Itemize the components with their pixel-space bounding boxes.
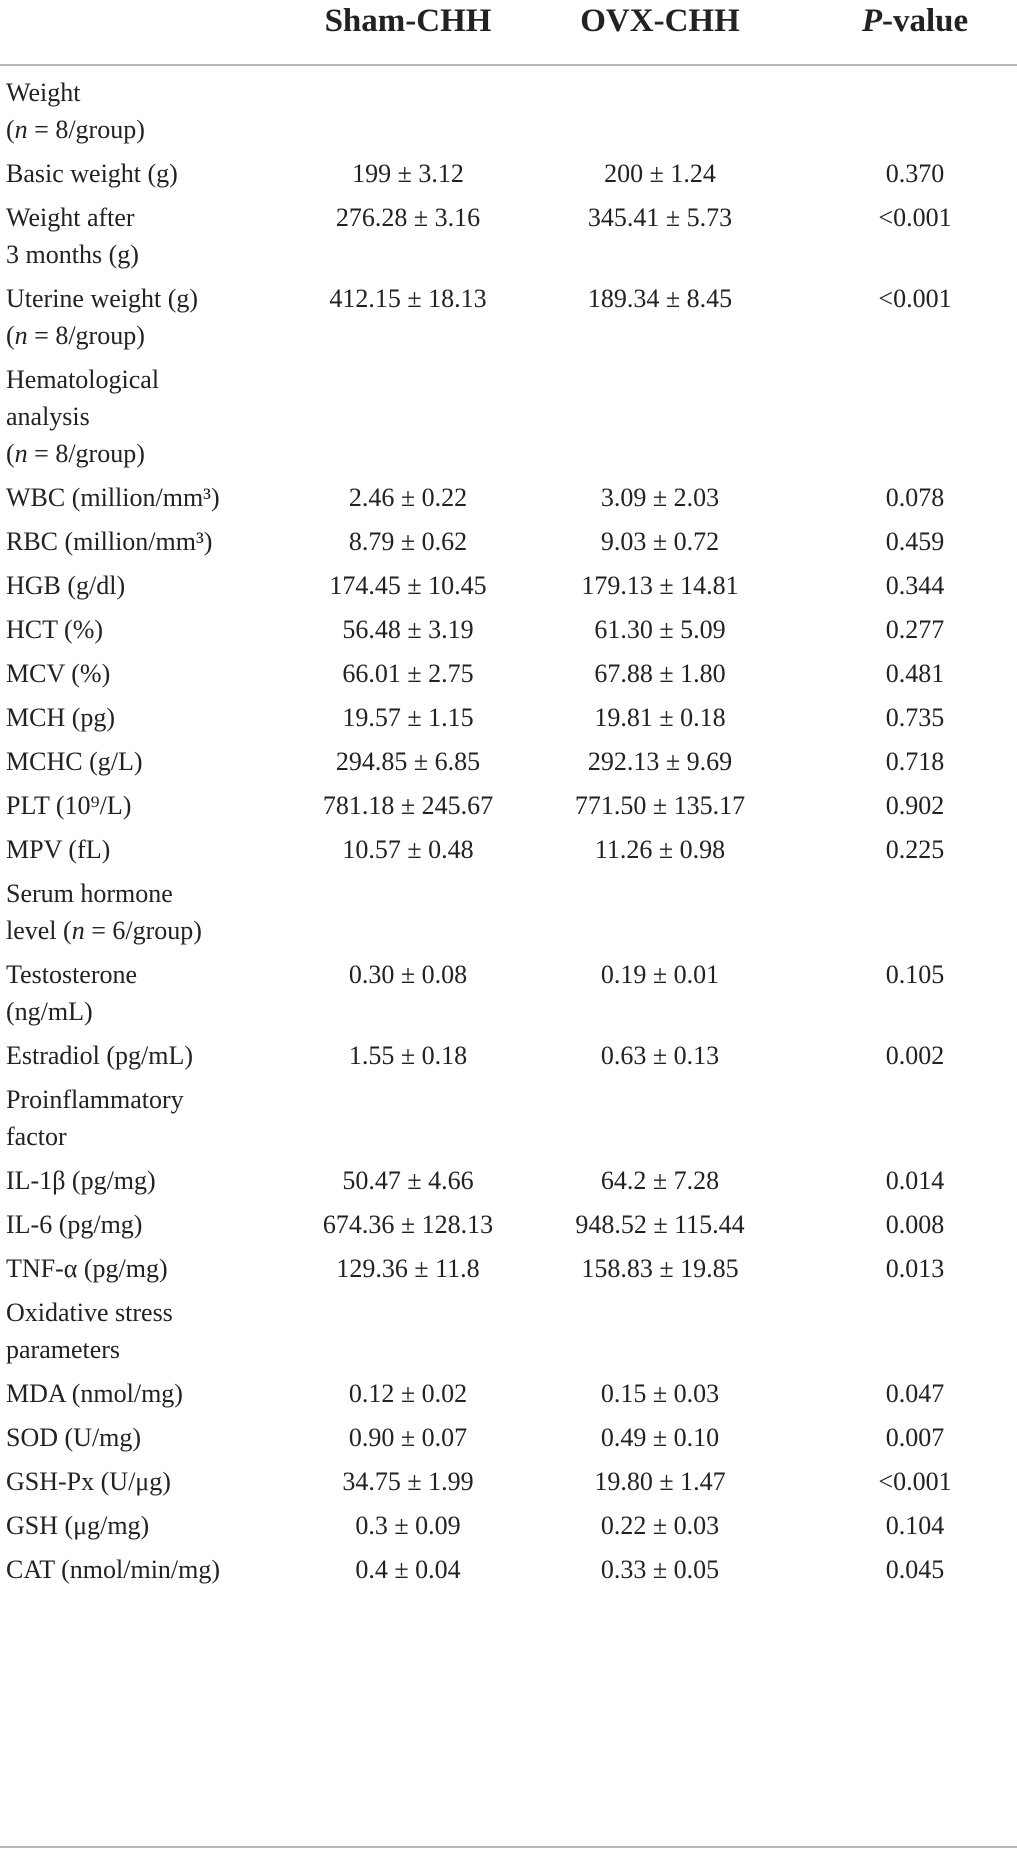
p-value: 0.008 bbox=[885, 1210, 945, 1239]
ovx-chh-value: 179.13 ± 14.81 bbox=[581, 571, 739, 600]
sham-chh-value: 66.01 ± 2.75 bbox=[342, 659, 474, 688]
sham-chh-value: 129.36 ± 11.8 bbox=[336, 1254, 480, 1283]
table-row bbox=[0, 1037, 1017, 1074]
ovx-chh-value: 0.15 ± 0.03 bbox=[600, 1379, 720, 1408]
table-row bbox=[0, 655, 1017, 692]
ovx-chh-value: 0.33 ± 0.05 bbox=[600, 1555, 720, 1584]
row-label: MCH (pg) bbox=[6, 703, 116, 732]
header-sham-chh: Sham-CHH bbox=[324, 3, 492, 39]
ovx-chh-value: 0.22 ± 0.03 bbox=[600, 1511, 720, 1540]
table-row bbox=[0, 1507, 1017, 1544]
p-value: 0.225 bbox=[885, 835, 945, 864]
table-row bbox=[0, 1375, 1017, 1412]
ovx-chh-value: 19.81 ± 0.18 bbox=[594, 703, 726, 732]
sham-chh-value: 0.12 ± 0.02 bbox=[348, 1379, 468, 1408]
ovx-chh-value: 9.03 ± 0.72 bbox=[600, 527, 720, 556]
p-value: 0.045 bbox=[885, 1555, 945, 1584]
table-row bbox=[0, 1551, 1017, 1588]
sham-chh-value: 0.4 ± 0.04 bbox=[355, 1555, 461, 1584]
table-row bbox=[0, 523, 1017, 560]
row-label: HGB (g/dl) bbox=[6, 571, 126, 600]
section-row bbox=[0, 361, 1017, 472]
sham-chh-value: 276.28 ± 3.16 bbox=[335, 203, 481, 232]
ovx-chh-value: 0.49 ± 0.10 bbox=[600, 1423, 720, 1452]
header-ovx-chh: OVX-CHH bbox=[580, 3, 740, 39]
sham-chh-value: 19.57 ± 1.15 bbox=[342, 703, 474, 732]
section-label: Hematological analysis (n = 8/group) bbox=[6, 365, 160, 468]
sham-chh-value: 1.55 ± 0.18 bbox=[348, 1041, 468, 1070]
table-row bbox=[0, 831, 1017, 868]
p-value: 0.718 bbox=[885, 747, 945, 776]
table-row bbox=[0, 787, 1017, 824]
header-p-value: P-value bbox=[861, 3, 969, 39]
table-row bbox=[0, 1206, 1017, 1243]
sham-chh-value: 56.48 ± 3.19 bbox=[342, 615, 474, 644]
p-value: 0.078 bbox=[885, 483, 945, 512]
sham-chh-value: 8.79 ± 0.62 bbox=[348, 527, 468, 556]
sham-chh-value: 0.30 ± 0.08 bbox=[348, 960, 468, 989]
ovx-chh-value: 292.13 ± 9.69 bbox=[587, 747, 733, 776]
row-label: Estradiol (pg/mL) bbox=[6, 1041, 194, 1070]
sham-chh-value: 34.75 ± 1.99 bbox=[342, 1467, 474, 1496]
p-value: <0.001 bbox=[878, 1467, 952, 1496]
table-row bbox=[0, 956, 1017, 1030]
row-label: CAT (nmol/min/mg) bbox=[6, 1555, 221, 1584]
p-value: 0.481 bbox=[885, 659, 945, 688]
row-label: Uterine weight (g) (n = 8/group) bbox=[6, 284, 199, 350]
p-value: 0.007 bbox=[885, 1423, 945, 1452]
section-row bbox=[0, 74, 1017, 148]
sham-chh-value: 0.90 ± 0.07 bbox=[348, 1423, 468, 1452]
table-bottom-rule bbox=[0, 1846, 1017, 1848]
row-label: Basic weight (g) bbox=[6, 159, 178, 188]
ovx-chh-value: 0.19 ± 0.01 bbox=[600, 960, 720, 989]
sham-chh-value: 10.57 ± 0.48 bbox=[342, 835, 474, 864]
sham-chh-value: 674.36 ± 128.13 bbox=[322, 1210, 494, 1239]
section-label: Oxidative stress parameters bbox=[6, 1298, 173, 1364]
ovx-chh-value: 771.50 ± 135.17 bbox=[574, 791, 746, 820]
sham-chh-value: 174.45 ± 10.45 bbox=[329, 571, 487, 600]
p-value: 0.344 bbox=[885, 571, 945, 600]
sham-chh-value: 781.18 ± 245.67 bbox=[322, 791, 494, 820]
p-value: 0.105 bbox=[885, 960, 945, 989]
ovx-chh-value: 61.30 ± 5.09 bbox=[594, 615, 726, 644]
p-value: 0.002 bbox=[885, 1041, 945, 1070]
row-label: RBC (million/mm³) bbox=[6, 527, 213, 556]
table-row bbox=[0, 199, 1017, 273]
row-label: MCHC (g/L) bbox=[6, 747, 143, 776]
section-row bbox=[0, 875, 1017, 949]
table-row bbox=[0, 1162, 1017, 1199]
ovx-chh-value: 3.09 ± 2.03 bbox=[600, 483, 720, 512]
row-label: GSH-Px (U/μg) bbox=[6, 1467, 171, 1496]
p-value: 0.014 bbox=[885, 1166, 945, 1195]
p-value: 0.902 bbox=[885, 791, 945, 820]
row-label: Testosterone (ng/mL) bbox=[6, 960, 138, 1026]
row-label: WBC (million/mm³) bbox=[6, 483, 220, 512]
p-value: 0.459 bbox=[885, 527, 945, 556]
p-value: 0.013 bbox=[885, 1254, 945, 1283]
section-label: Serum hormone level (n = 6/group) bbox=[6, 879, 202, 945]
row-label: GSH (μg/mg) bbox=[6, 1511, 150, 1540]
row-label: MDA (nmol/mg) bbox=[6, 1379, 183, 1408]
ovx-chh-value: 19.80 ± 1.47 bbox=[594, 1467, 726, 1496]
row-label: SOD (U/mg) bbox=[6, 1423, 142, 1452]
table-row bbox=[0, 155, 1017, 192]
section-row bbox=[0, 1294, 1017, 1368]
table-row bbox=[0, 1463, 1017, 1500]
row-label: MCV (%) bbox=[6, 659, 111, 688]
table-header bbox=[0, 0, 1017, 66]
row-label: IL-6 (pg/mg) bbox=[6, 1210, 143, 1239]
p-value: 0.370 bbox=[885, 159, 945, 188]
table-row bbox=[0, 611, 1017, 648]
sham-chh-value: 412.15 ± 18.13 bbox=[329, 284, 487, 313]
sham-chh-value: 2.46 ± 0.22 bbox=[348, 483, 468, 512]
p-value: 0.104 bbox=[885, 1511, 945, 1540]
p-value: <0.001 bbox=[878, 203, 952, 232]
table-row bbox=[0, 1419, 1017, 1456]
table-row bbox=[0, 479, 1017, 516]
table-row bbox=[0, 567, 1017, 604]
ovx-chh-value: 189.34 ± 8.45 bbox=[587, 284, 733, 313]
p-value: 0.047 bbox=[885, 1379, 945, 1408]
section-label: Weight (n = 8/group) bbox=[6, 78, 145, 144]
row-label: IL-1β (pg/mg) bbox=[6, 1166, 156, 1195]
row-label: PLT (10⁹/L) bbox=[6, 791, 132, 820]
table-row bbox=[0, 699, 1017, 736]
table-row bbox=[0, 743, 1017, 780]
ovx-chh-value: 0.63 ± 0.13 bbox=[600, 1041, 720, 1070]
p-value: 0.735 bbox=[885, 703, 945, 732]
ovx-chh-value: 67.88 ± 1.80 bbox=[594, 659, 726, 688]
sham-chh-value: 50.47 ± 4.66 bbox=[342, 1166, 474, 1195]
ovx-chh-value: 948.52 ± 115.44 bbox=[575, 1210, 745, 1239]
sham-chh-value: 0.3 ± 0.09 bbox=[355, 1511, 461, 1540]
row-label: HCT (%) bbox=[6, 615, 104, 644]
sham-chh-value: 199 ± 3.12 bbox=[352, 159, 464, 188]
row-label: Weight after 3 months (g) bbox=[6, 203, 139, 269]
sham-chh-value: 294.85 ± 6.85 bbox=[335, 747, 481, 776]
table-row bbox=[0, 1250, 1017, 1287]
p-value: 0.277 bbox=[885, 615, 945, 644]
ovx-chh-value: 200 ± 1.24 bbox=[604, 159, 716, 188]
ovx-chh-value: 64.2 ± 7.28 bbox=[600, 1166, 720, 1195]
row-label: MPV (fL) bbox=[6, 835, 111, 864]
ovx-chh-value: 158.83 ± 19.85 bbox=[581, 1254, 739, 1283]
section-row bbox=[0, 1081, 1017, 1155]
p-value: <0.001 bbox=[878, 284, 952, 313]
row-label: TNF-α (pg/mg) bbox=[6, 1254, 168, 1283]
ovx-chh-value: 11.26 ± 0.98 bbox=[594, 835, 726, 864]
section-label: Proinflammatory factor bbox=[6, 1085, 184, 1151]
table-row bbox=[0, 280, 1017, 354]
ovx-chh-value: 345.41 ± 5.73 bbox=[587, 203, 733, 232]
